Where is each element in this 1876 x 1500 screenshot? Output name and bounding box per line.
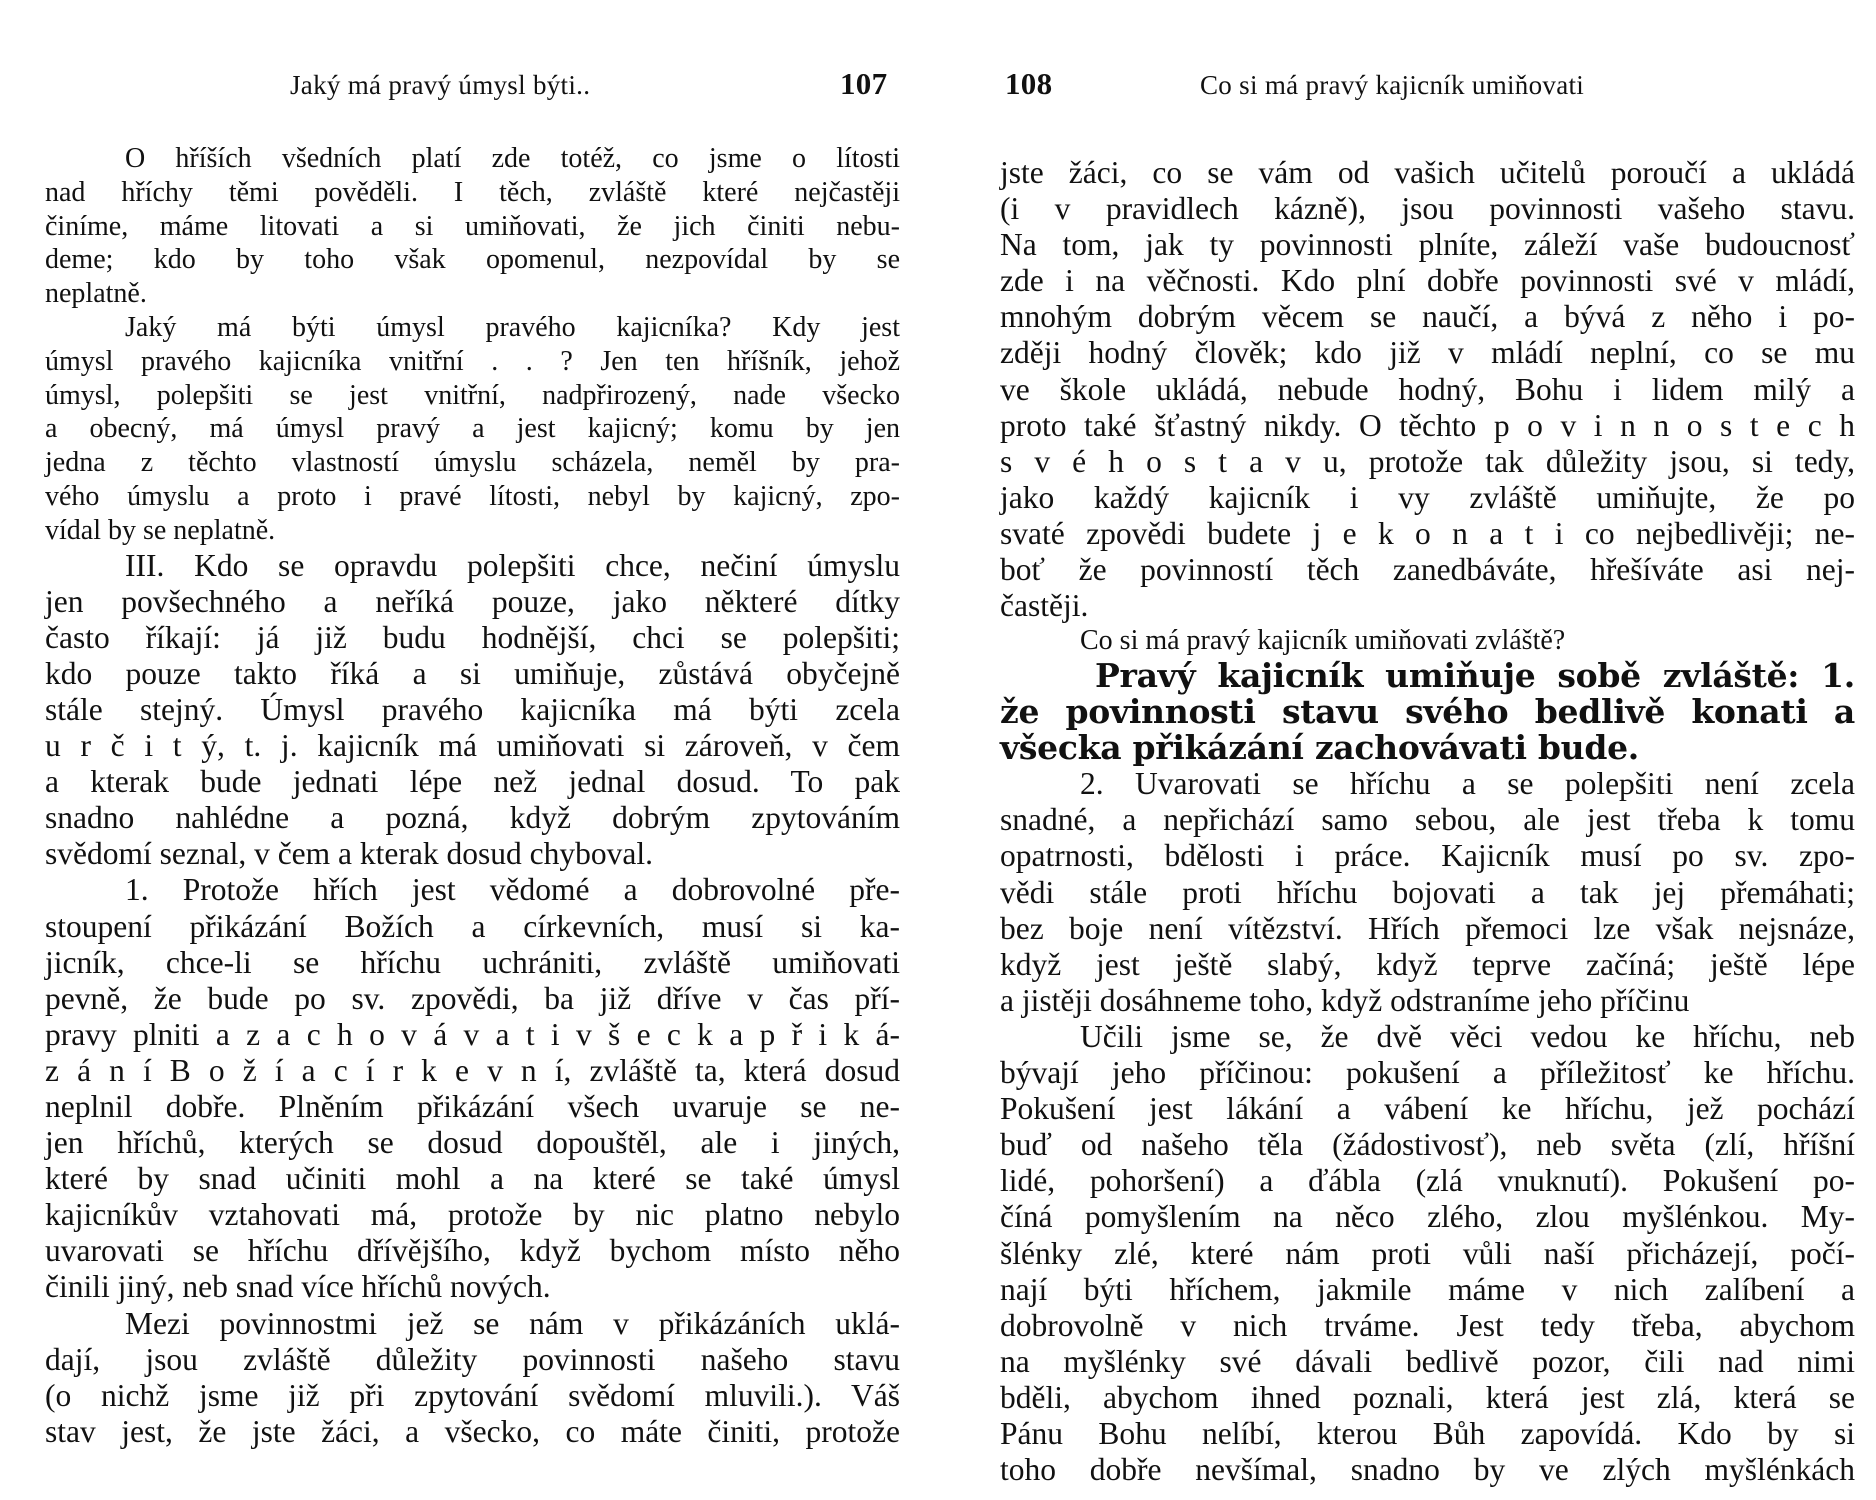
text-line: buď od našeho těla (žádostivosť), neb světa (zlí, hříšní bbox=[1000, 1127, 1855, 1163]
text-line: uvarovati se hříchu dřívějšího, když bychom místo něho bbox=[45, 1233, 900, 1269]
text-line: jste žáci, co se vám od vašich učitelů poroučí a ukládá bbox=[1000, 155, 1855, 190]
text-line: pevně, že bude po sv. zpovědi, ba již dříve v čas pří- bbox=[45, 980, 900, 1016]
text-line: dají, jsou zvláště důležity povinnosti našeho stavu bbox=[45, 1341, 900, 1377]
text-line: snadno nahlédne a pozná, když dobrým zpytováním bbox=[45, 800, 900, 836]
text-line: z á n í B o ž í a c í r k e v n í, zvláště ta, která dosud bbox=[45, 1052, 900, 1088]
text-line: (o nichž jsme již při zpytování svědomí mluvili.). Váš bbox=[45, 1377, 900, 1413]
text-line: boť že povinností těch zanedbáváte, hřešíváte asi nej- bbox=[1000, 552, 1855, 588]
text-line: šlénky zlé, které nám proti vůli naší přicházejí, počí- bbox=[1000, 1235, 1855, 1271]
text-line: stav jest, že jste žáci, a všecko, co máte činiti, protože bbox=[45, 1413, 900, 1449]
text-line: 1. Protože hřích jest vědomé a dobrovolné pře- bbox=[125, 872, 900, 908]
text-line: jicník, chce-li se hříchu uchrániti, zvláště umiňovati bbox=[45, 944, 900, 980]
right-page-text bbox=[1000, 155, 1855, 1488]
text-line: neplnil dobře. Plněním přikázání všech uvaruje se ne- bbox=[45, 1088, 900, 1124]
text-line: nají býti hříchem, jakmile máme v nich zalíbení a bbox=[1000, 1271, 1855, 1307]
text-line: 2. Uvarovati se hříchu a se polepšiti není zcela bbox=[1080, 766, 1855, 802]
text-line: nad hříchy těmi pověděli. I těch, zvláště které nejčastěji bbox=[45, 176, 900, 208]
text-line: zději hodný člověk; kdo již v mládí neplní, co se mu bbox=[1000, 335, 1855, 371]
text-line: že povinnosti stavu svého bedlivě konati a bbox=[1000, 692, 1855, 732]
running-title: Co si má pravý kajicník umiňovati bbox=[1200, 70, 1585, 100]
text-line: stoupení přikázání Božích a církevních, musí si ka- bbox=[45, 908, 900, 944]
text-line: Učili jsme se, že dvě věci vedou ke hříchu, neb bbox=[1080, 1018, 1855, 1054]
text-line: O hříších všedních platí zde totéž, co jsme o lítosti bbox=[125, 143, 900, 174]
text-line: úmysl pravého kajicníka vnitřní . . ? Jen ten hříšník, jehož bbox=[45, 345, 900, 377]
text-line: u r č i t ý, t. j. kajicník má umiňovati si zároveň, v čem bbox=[45, 728, 900, 764]
text-line: a kterak bude jednati lépe než jednal dosud. To pak bbox=[45, 764, 900, 800]
text-line: vědi stále proti hříchu bojovati a tak jej přemáhati; bbox=[1000, 874, 1855, 910]
text-line: Co si má pravý kajicník umiňovati zvláště? bbox=[1080, 625, 1566, 657]
page-number: 107 bbox=[840, 66, 888, 101]
text-line: Na tom, jak ty povinnosti plníte, záleží vaše budoucnosť bbox=[1000, 227, 1855, 263]
text-line: dobrovolně v nich trváme. Jest tedy třeba, abychom bbox=[1000, 1307, 1855, 1343]
text-line: III. Kdo se opravdu polepšiti chce, nečiní úmyslu bbox=[125, 547, 900, 583]
text-line: Pánu Bohu nelíbí, kterou Bůh zapovídá. Kdo by si bbox=[1000, 1415, 1855, 1451]
text-line: činíme, máme litovati a si umiňovati, že jich činiti nebu- bbox=[45, 210, 900, 242]
text-line: snadné, a nepřichází samo sebou, ale jest třeba k tomu bbox=[1000, 802, 1855, 838]
page-number: 108 bbox=[1005, 66, 1053, 101]
text-line: jako každý kajicník i vy zvláště umiňujte, že po bbox=[1000, 479, 1855, 515]
text-line: číná pomyšlením na něco zlého, zlou myšlénkou. My- bbox=[1000, 1199, 1855, 1235]
text-line: neplatně. bbox=[45, 278, 147, 310]
text-line: bez boje není vítězství. Hřích přemoci lze však nejsnáze, bbox=[1000, 910, 1855, 946]
text-line: bývají jeho příčinou: pokušení a příležitosť ke hříchu. bbox=[1000, 1055, 1855, 1091]
text-line: když jest ještě slabý, když teprve začíná; ještě lépe bbox=[1000, 946, 1855, 982]
text-line: proto také šťastný nikdy. O těchto p o v i n n o s t e c h bbox=[1000, 407, 1855, 443]
text-line: častěji. bbox=[1000, 588, 1089, 624]
text-line: Mezi povinnostmi jež se nám v přikázáních uklá- bbox=[125, 1305, 900, 1341]
text-line: Pravý kajicník umiňuje sobě zvláště: 1. bbox=[1095, 656, 1855, 696]
text-line: Jaký má býti úmysl pravého kajicníka? Kdy jest bbox=[125, 311, 900, 343]
text-line: opatrnosti, bdělosti i práce. Kajicník musí po sv. zpo- bbox=[1000, 838, 1855, 874]
text-line: často říkají: já již budu hodnější, chci se polepšiti; bbox=[45, 619, 900, 655]
left-page-text bbox=[45, 142, 900, 1450]
text-line: mnohým dobrým věcem se naučí, a bývá z něho i po- bbox=[1000, 299, 1855, 335]
right-page-header bbox=[960, 66, 1876, 110]
text-line: které by snad učiniti mohl a na které se také úmysl bbox=[45, 1161, 900, 1197]
text-line: toho dobře nevšímal, snadno by ve zlých myšlénkách bbox=[1000, 1452, 1855, 1488]
text-line: a obecný, má úmysl pravý a jest kajicný; komu by jen bbox=[45, 413, 900, 445]
text-line: ve škole ukládá, nebude hodný, Bohu i lidem milý a bbox=[1000, 371, 1855, 407]
text-line: pravy plniti a z a c h o v á v a t i v š e c k a p ř i k á- bbox=[45, 1016, 900, 1052]
text-line: úmysl, polepšiti se jest vnitřní, nadpřirozený, nade všecko bbox=[45, 379, 900, 411]
text-line: jedna z těchto vlastností úmyslu scházela, neměl by pra- bbox=[45, 447, 900, 479]
left-page-header bbox=[0, 66, 938, 110]
text-line: vého úmyslu a proto i pravé lítosti, nebyl by kajicný, zpo- bbox=[45, 480, 900, 512]
text-line: všecka přikázání zachovávati bude. bbox=[1000, 728, 1639, 768]
text-line: deme; kdo by toho však opomenul, nezpovídal by se bbox=[45, 244, 900, 276]
text-line: na myšlénky své dávali bedlivě pozor, čili nad nimi bbox=[1000, 1343, 1855, 1379]
text-line: kajicníkův vztahovati má, protože by nic platno nebylo bbox=[45, 1197, 900, 1233]
running-title: Jaký má pravý úmysl býti.. bbox=[290, 70, 591, 100]
text-line: kdo pouze takto říká a si umiňuje, zůstává obyčejně bbox=[45, 655, 900, 691]
text-line: s v é h o s t a v u, protože tak důležity jsou, si tedy, bbox=[1000, 443, 1855, 479]
text-line: jen hříchů, kterých se dosud dopouštěl, ale i jiných, bbox=[45, 1125, 900, 1161]
right-page bbox=[960, 0, 1876, 1500]
text-line: bděli, abychom ihned poznali, která jest zlá, která se bbox=[1000, 1379, 1855, 1415]
text-line: vídal by se neplatně. bbox=[45, 514, 276, 546]
text-line: svaté zpovědi budete j e k o n a t i co nejbedlivěji; ne- bbox=[1000, 515, 1855, 551]
text-line: činili jiný, neb snad více hříchů nových. bbox=[45, 1269, 551, 1305]
text-line: zde i na věčnosti. Kdo plní dobře povinnosti své v mládí, bbox=[1000, 263, 1855, 299]
text-line: jen povšechného a neříká pouze, jako některé dítky bbox=[45, 583, 900, 619]
text-line: Pokušení jest lákání a vábení ke hříchu, jež pochází bbox=[1000, 1091, 1855, 1127]
text-line: lidé, pohoršení) a ďábla (zlá vnuknutí). Pokušení po- bbox=[1000, 1163, 1855, 1199]
text-line: svědomí seznal, v čem a kterak dosud chyboval. bbox=[45, 836, 653, 872]
text-line: a jistěji dosáhneme toho, když odstraníme jeho příčinu bbox=[1000, 982, 1690, 1018]
text-line: (i v pravidlech kázně), jsou povinnosti vašeho stavu. bbox=[1000, 191, 1855, 227]
text-line: stále stejný. Úmysl pravého kajicníka má býti zcela bbox=[45, 691, 900, 727]
